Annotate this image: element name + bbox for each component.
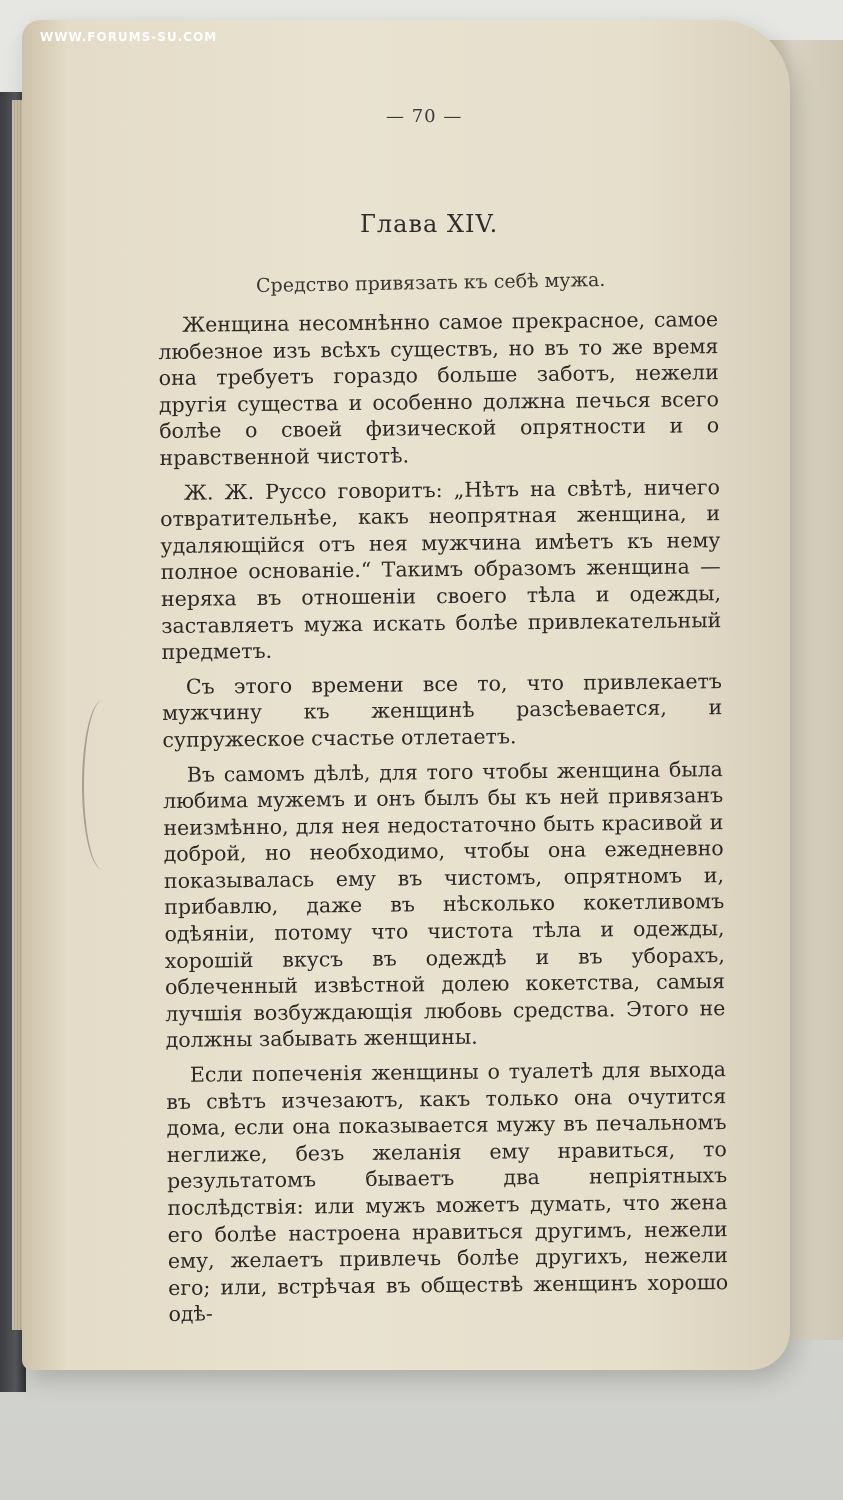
page-number: — 70 — <box>386 106 463 127</box>
chapter-title: Глава XIV. <box>360 210 499 238</box>
site-watermark: WWW.FORUMS-SU.COM <box>40 30 218 44</box>
paragraph: Съ этого времени все то, что привлекаетъ мужчину къ женщинѣ разсѣевается, и супружеское счастье отлетаетъ. <box>162 668 723 752</box>
pencil-margin-mark <box>82 700 124 870</box>
chapter-subtitle: Средство привязать къ себѣ мужа. <box>255 268 606 298</box>
paragraph: Женщина несомнѣнно самое прекрасное, самое любезное изъ всѣхъ существъ, но въ то же время она требуетъ гораздо больше заботъ, нежели другія существа и особенно должна печься всего болѣе о своей физической опрятности и о нравственной чистотѣ. <box>158 307 720 470</box>
paragraph: Если попеченія женщины о туалетѣ для выхода въ свѣтъ изчезаютъ, какъ только она очутится дома, если она показывается мужу въ печальномъ неглиже, безъ желанія ему нравиться, то результатомъ бываетъ два непріятныхъ послѣдствія: или мужъ можетъ думать, что жена его болѣе настроена нравиться другимъ, нежели ему, желаетъ привлечь болѣе другихъ, нежели его; или, встрѣчая въ обществѣ женщинъ хорошо одѣ- <box>166 1057 729 1327</box>
paragraph: Ж. Ж. Руссо говоритъ: „Нѣтъ на свѣтѣ, ничего отвратительнѣе, какъ неопрятная женщина, и удаляющійся отъ нея мужчина имѣетъ къ нему полное основаніе.“ Такимъ образомъ женщина — неряха въ отношеніи своего тѣла и одежды, заставляетъ мужа искать болѣе привлекательный предметъ. <box>160 474 722 665</box>
body-text <box>158 306 729 1328</box>
paragraph: Въ самомъ дѣлѣ, для того чтобы женщина была любима мужемъ и онъ былъ бы къ ней привязанъ неизмѣнно, для нея недостаточно быть красивой и доброй, но необходимо, чтобы она ежедневно показывалась ему въ чистомъ, опрятномъ и, прибавлю, даже въ нѣсколько кокетливомъ одѣяніи, потому что чистота тѣла и одежды, хорошій вкусъ въ одеждѣ и въ уборахъ, облеченный извѣстной долею кокетства, самыя лучшія возбуждающія любовь средства. Этого не должны забывать женщины. <box>162 756 726 1053</box>
